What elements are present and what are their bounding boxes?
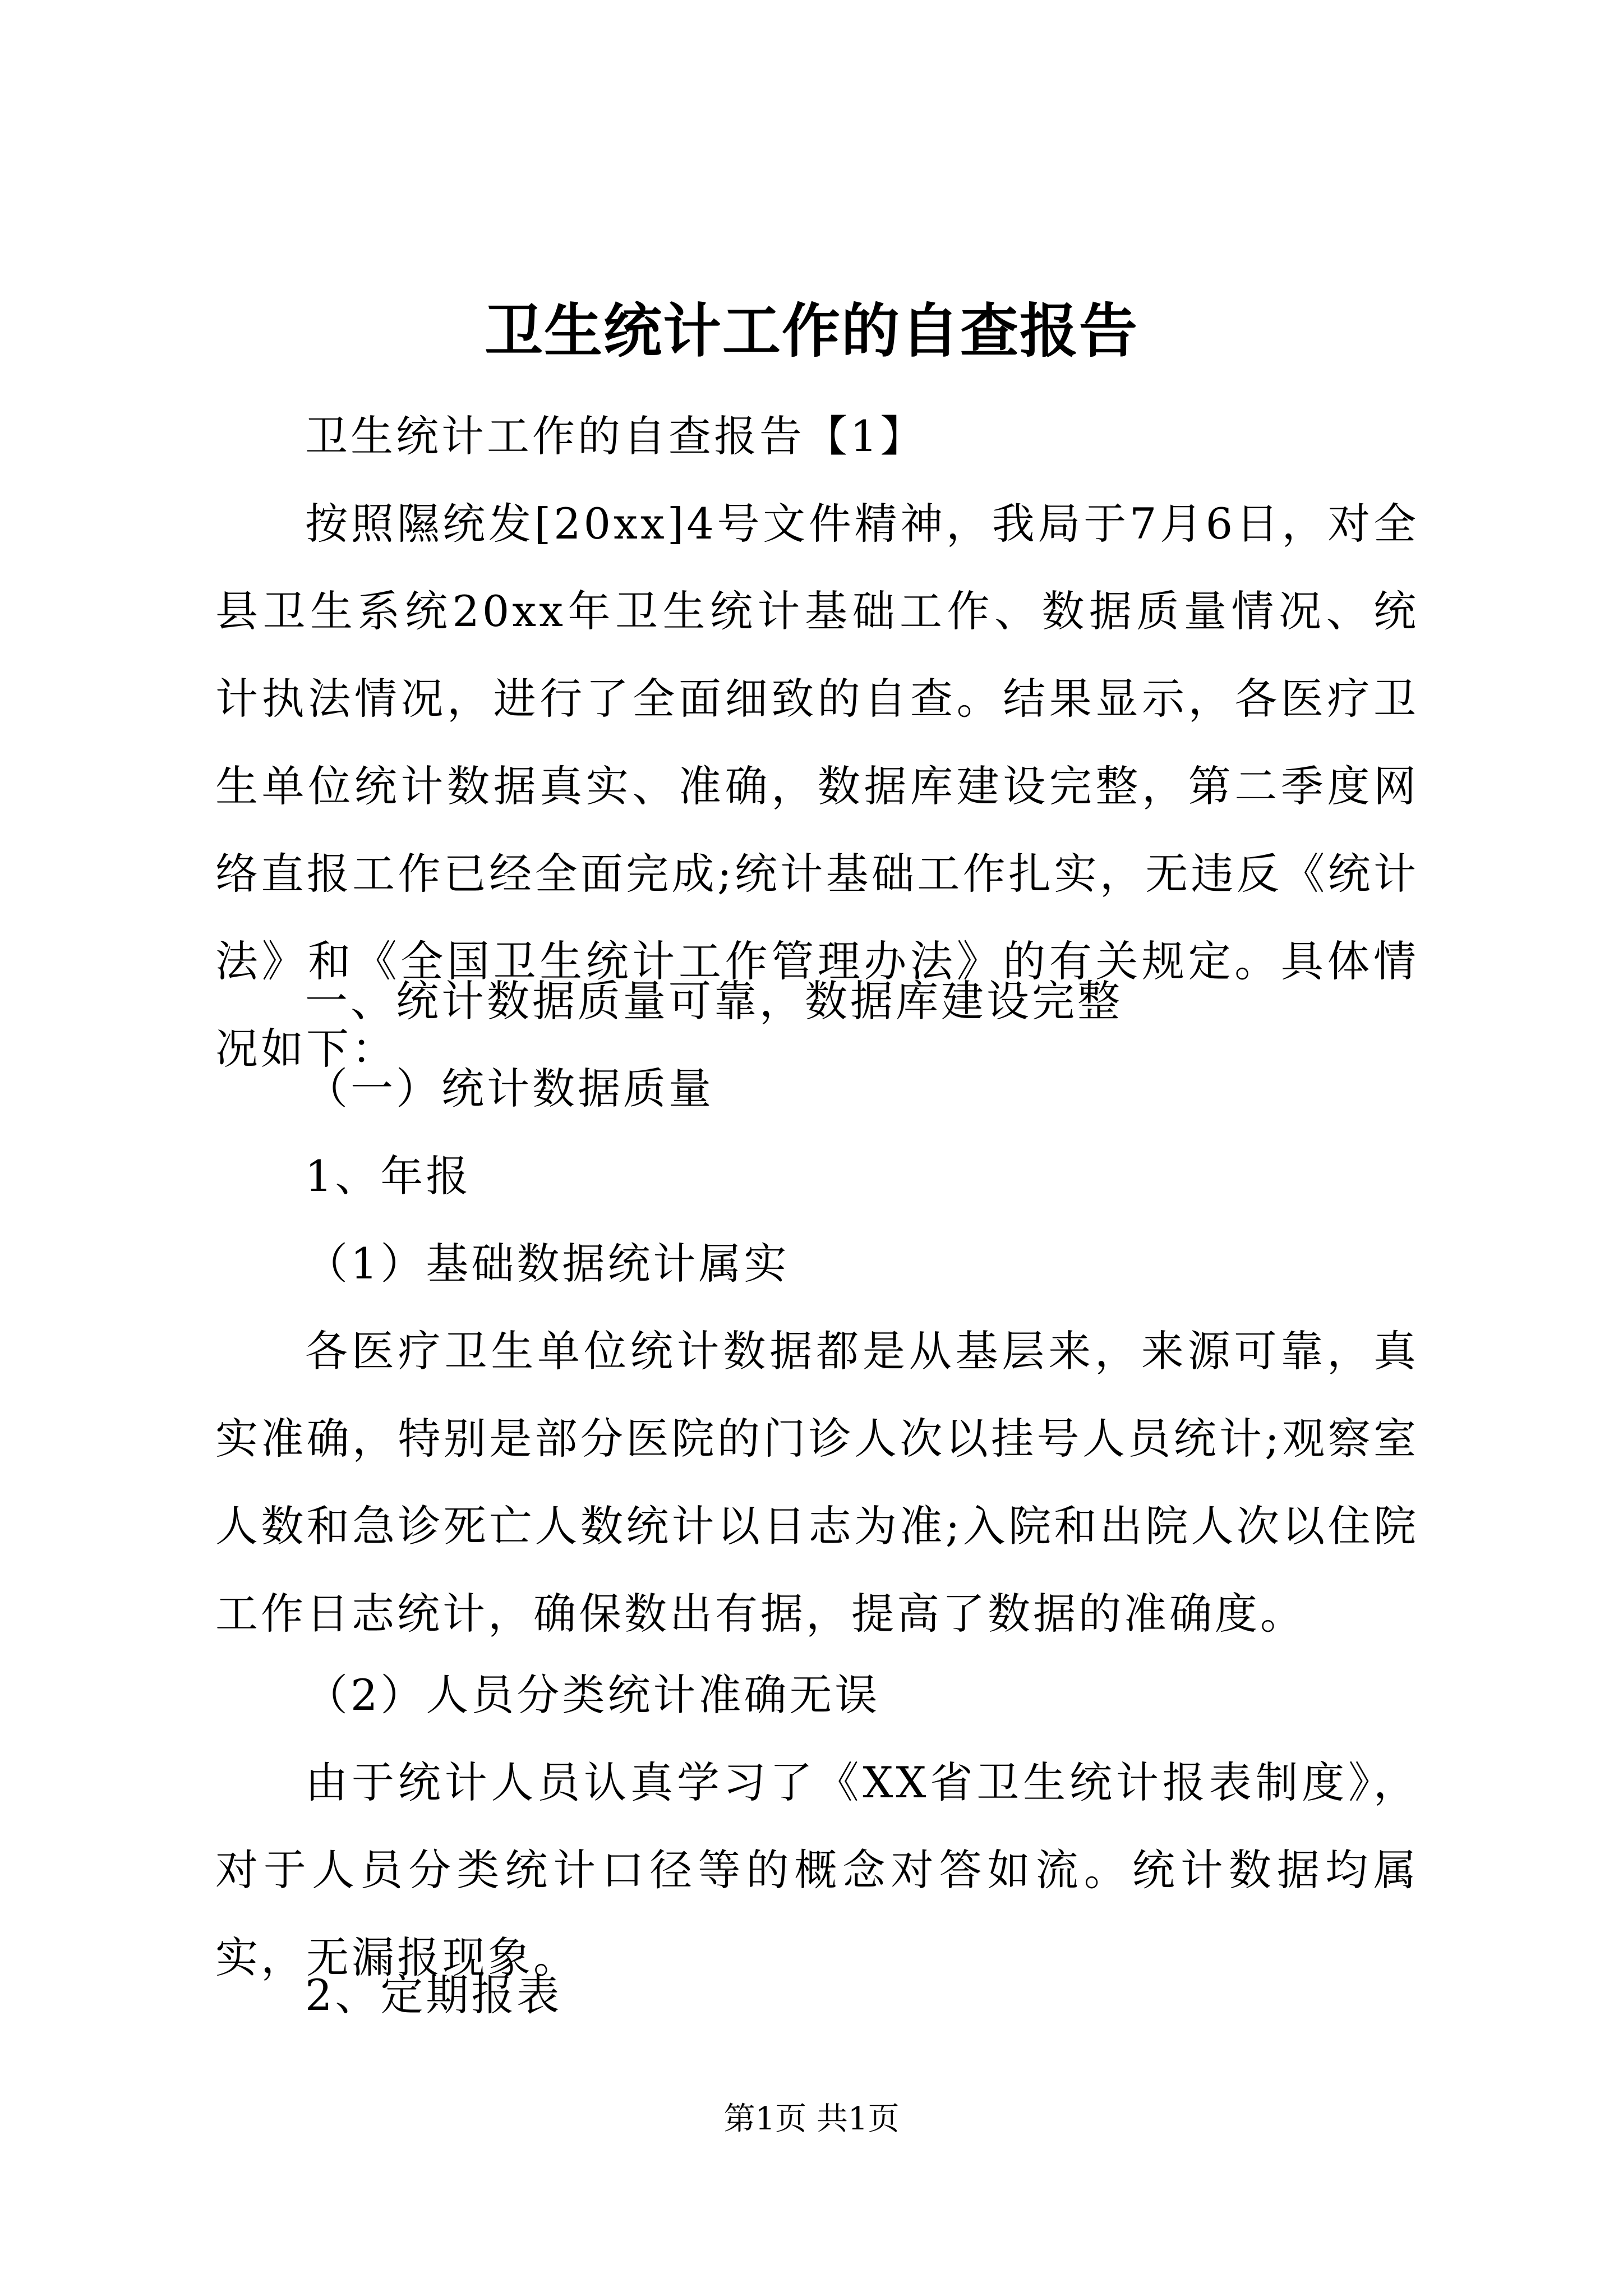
subsection-heading-1: （一）统计数据质量 [305, 1064, 714, 1114]
intro-paragraph: 按照隰统发[20xx]4号文件精神，我局于7月6日，对全县卫生系统20xx年卫生统计基础工作、数据质量情况、统计执法情况，进行了全面细致的自查。结果显示，各医疗卫生单位统计数据真实、准确，数据库建设完整，第二季度网络直报工作已经全面完成;统计基础工作扎实，无违反《统计法》和《全国卫生统计工作管理办法》的有关规定。具体情况如下： [215, 499, 1419, 1074]
body-paragraph-personnel: 由于统计人员认真学习了《XX省卫生统计报表制度》，对于人员分类统计口径等的概念对答如流。统计数据均属实，无漏报现象。 [215, 1757, 1419, 1982]
item-heading-periodic-report: 2、定期报表 [305, 1970, 562, 2020]
body-paragraph-basic-data: 各医疗卫生单位统计数据都是从基层来，来源可靠，真实准确，特别是部分医院的门诊人次以挂号人员统计;观察室人数和急诊死亡人数统计以日志为准;入院和出院人次以住院工作日志统计，确保数出有据，提高了数据的准确度。 [215, 1326, 1419, 1639]
item-heading-basic-data: （1）基础数据统计属实 [305, 1239, 790, 1289]
section-heading-1: 一、统计数据质量可靠，数据库建设完整 [305, 976, 1123, 1026]
item-heading-personnel: （2）人员分类统计准确无误 [305, 1670, 880, 1720]
page-footer: 第1页 共1页 [723, 2101, 900, 2137]
report-subtitle: 卫生统计工作的自查报告【1】 [305, 411, 926, 461]
document-title: 卫生统计工作的自查报告 [484, 296, 1138, 365]
item-heading-annual-report: 1、年报 [305, 1151, 472, 1201]
